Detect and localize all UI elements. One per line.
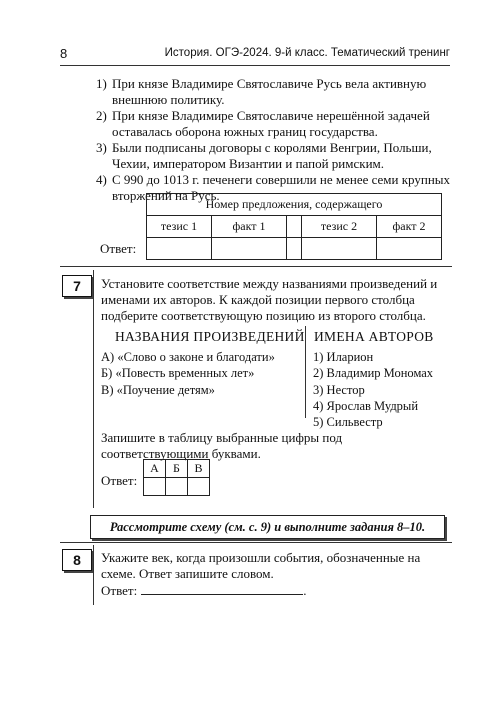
answer-blank[interactable] <box>141 582 303 595</box>
statement-text: Были подписаны договоры с королями Венгрии, Польши, Чехии, императором Византии и папой римским. <box>112 140 432 171</box>
author-item: 5) Сильвестр <box>313 415 383 429</box>
answer-label: Ответ: <box>101 583 138 598</box>
answer-label: Ответ: <box>100 240 137 256</box>
col-thesis-2: тезис 2 <box>302 216 377 238</box>
answer-cell[interactable] <box>212 238 287 260</box>
works-column-header: НАЗВАНИЯ ПРОИЗВЕДЕНИЙ <box>115 329 305 344</box>
author-item: 3) Нестор <box>313 383 365 397</box>
header-rule <box>60 65 450 66</box>
answer-cell[interactable] <box>302 238 377 260</box>
answer-cell[interactable] <box>188 478 210 496</box>
col-fact-1: факт 1 <box>212 216 287 238</box>
answer-label: Ответ: <box>101 473 138 488</box>
task-margin-rule <box>93 545 94 605</box>
work-item: Б) «Повесть временных лет» <box>101 366 255 380</box>
page-number: 8 <box>60 46 68 61</box>
task-number-badge: 8 <box>62 549 92 571</box>
statement-text: При князе Владимире Святославиче Русь вела активную внешнюю политику. <box>112 76 427 107</box>
task7-prompt: Установите соответствие между названиями произведений и именами их авторов. К каждой позиции первого столбца подберите соответствующую позицию из второго столбца. <box>101 276 438 323</box>
statement-number: 4) <box>96 172 107 187</box>
letter-a: А <box>144 460 166 478</box>
column-separator <box>305 326 306 418</box>
statement-1 <box>96 76 456 108</box>
statement-text: При князе Владимире Святославиче нерешённой задачей оставалась оборона южных границ государства. <box>112 108 430 139</box>
author-item: 4) Ярослав Мудрый <box>313 399 419 413</box>
answer-table-task7 <box>143 459 210 496</box>
answer-cell[interactable] <box>144 478 166 496</box>
section-divider <box>60 542 452 543</box>
statement-2 <box>96 108 456 140</box>
author-item: 1) Иларион <box>313 350 374 364</box>
task-number-badge: 7 <box>62 275 92 297</box>
authors-column-header: ИМЕНА АВТОРОВ <box>314 329 434 344</box>
instruction-banner: Рассмотрите схему (см. с. 9) и выполните задания 8–10. <box>90 515 445 539</box>
statement-text: С 990 до 1013 г. печенеги совершили не менее семи крупных вторжений на Русь. <box>112 172 451 203</box>
task-margin-rule <box>93 270 94 508</box>
statement-number: 1) <box>96 76 107 91</box>
answer-end-mark: . <box>303 583 307 598</box>
work-item: В) «Поучение детям» <box>101 383 215 397</box>
answer-cell[interactable] <box>147 238 212 260</box>
work-item: А) «Слово о законе и благодати» <box>101 350 275 364</box>
statement-number: 2) <box>96 108 107 123</box>
page-header <box>60 46 450 66</box>
answer-table-task6 <box>98 193 442 260</box>
section-divider <box>60 266 452 267</box>
col-thesis-1: тезис 1 <box>147 216 212 238</box>
statement-3 <box>96 140 456 172</box>
answer-table-header: Номер предложения, содержащего <box>147 194 442 216</box>
author-item: 2) Владимир Мономах <box>313 366 434 380</box>
letter-b: Б <box>166 460 188 478</box>
task8-answer-line <box>101 582 306 599</box>
col-fact-2: факт 2 <box>377 216 442 238</box>
running-title: История. ОГЭ-2024. 9-й класс. Тематический тренинг <box>164 47 450 59</box>
answer-cell[interactable] <box>377 238 442 260</box>
answer-cell[interactable] <box>166 478 188 496</box>
statement-number: 3) <box>96 140 107 155</box>
task7-instruction: Запишите в таблицу выбранные цифры под соответствующими буквами. <box>101 430 343 461</box>
task8-prompt: Укажите век, когда произошли события, обозначенные на схеме. Ответ запишите словом. <box>101 550 421 581</box>
letter-v: В <box>188 460 210 478</box>
